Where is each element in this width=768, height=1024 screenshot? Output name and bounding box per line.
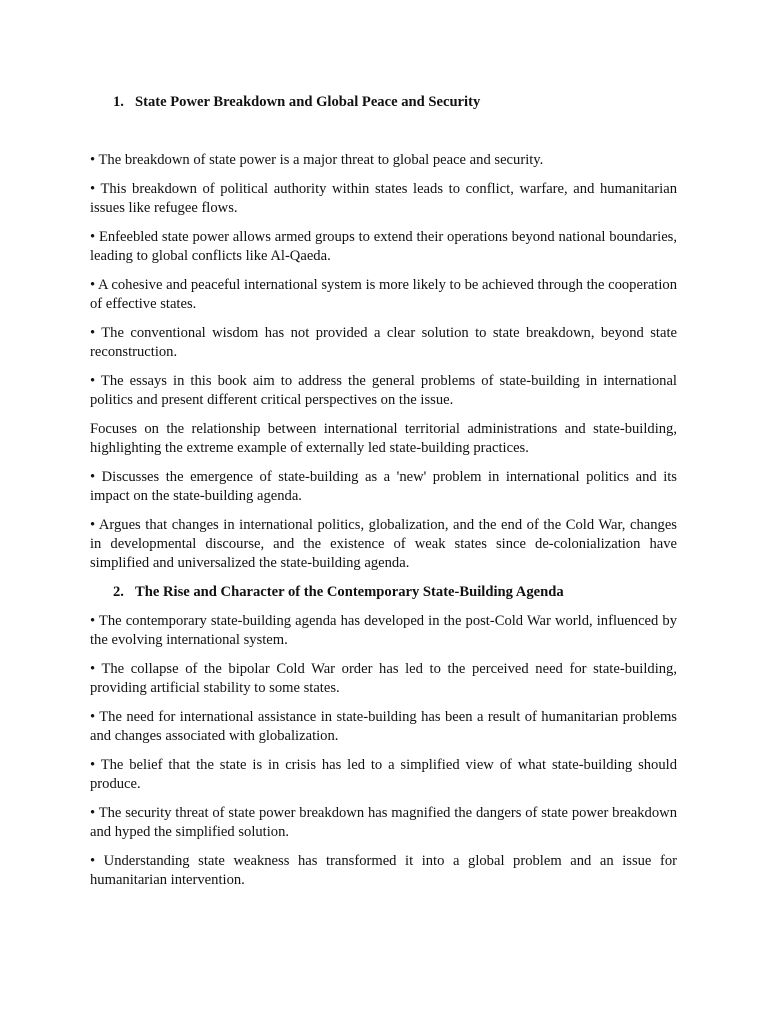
bullet-paragraph: • The belief that the state is in crisis has led to a simplified view of what state-building should produce. [90,757,677,792]
bullet-paragraph: • Argues that changes in international politics, globalization, and the end of the Cold War, changes in developmental discourse, and the existence of weak states since de-colonialization have simplified and universalized the state-building agenda. [90,517,677,571]
section-heading [90,93,677,112]
bullet-paragraph: • A cohesive and peaceful international system is more likely to be achieved through the cooperation of effective states. [90,277,677,312]
bullet-paragraph: • Understanding state weakness has transformed it into a global problem and an issue for humanitarian intervention. [90,853,677,888]
bullet-paragraph: • The need for international assistance in state-building has been a result of humanitarian problems and changes associated with globalization. [90,709,677,744]
bullet-paragraph: • The security threat of state power breakdown has magnified the dangers of state power breakdown and hyped the simplified solution. [90,805,677,840]
bullet-paragraph: • The essays in this book aim to address the general problems of state-building in international politics and present different critical perspectives on the issue. [90,373,677,408]
bullet-paragraph: • The collapse of the bipolar Cold War order has led to the perceived need for state-building, providing artificial stability to some states. [90,661,677,696]
bullet-paragraph: • Enfeebled state power allows armed groups to extend their operations beyond national boundaries, leading to global conflicts like Al-Qaeda. [90,229,677,264]
body-paragraph: Focuses on the relationship between international territorial administrations and state-building, highlighting the extreme example of externally led state-building practices. [90,421,677,456]
document-page [90,93,677,900]
section-number: 1. [113,94,124,110]
bullet-paragraph: • The conventional wisdom has not provided a clear solution to state breakdown, beyond state reconstruction. [90,325,677,360]
section-title: The Rise and Character of the Contemporary State-Building Agenda [135,584,564,600]
section-heading [90,583,677,602]
bullet-paragraph: • The breakdown of state power is a major threat to global peace and security. [90,152,544,168]
section-title: State Power Breakdown and Global Peace and Security [135,94,481,110]
bullet-paragraph: • This breakdown of political authority within states leads to conflict, warfare, and humanitarian issues like refugee flows. [90,181,677,216]
bullet-paragraph: • Discusses the emergence of state-building as a 'new' problem in international politics and its impact on the state-building agenda. [90,469,677,504]
section-number: 2. [113,584,124,600]
bullet-paragraph: • The contemporary state-building agenda has developed in the post-Cold War world, influenced by the evolving international system. [90,613,677,648]
